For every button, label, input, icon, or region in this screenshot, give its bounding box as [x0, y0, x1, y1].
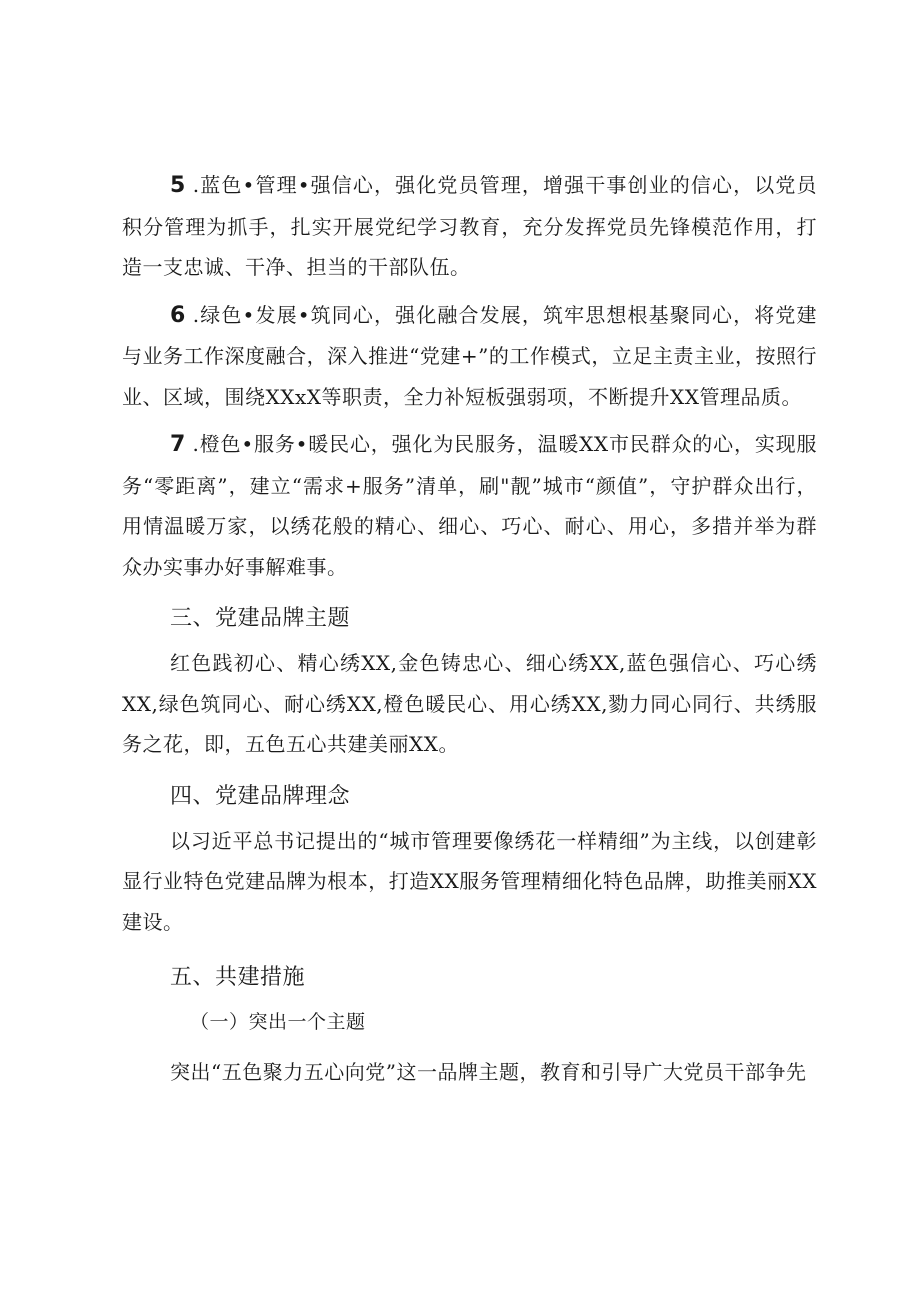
- section-3-body: 红色践初心、精心绣XX,金色铸忠心、细心绣XX,蓝色强信心、巧心绣XX,绿色筑同心、耐心绣XX,橙色暖民心、用心绣XX,勠力同心同行、共绣服务之花，即，五色五心共建美丽XX。: [122, 651, 817, 756]
- item-6-number: 6: [170, 302, 186, 328]
- section-4-body: 以习近平总书记提出的“城市管理要像绣花一样精细”为主线，以创建彰显行业特色党建品牌为根本，打造XX服务管理精细化特色品牌，助推美丽XX建设。: [122, 828, 817, 934]
- item-5-paragraph: [122, 165, 817, 288]
- item-7-text: .橙色•服务•暖民心，强化为民服务，温暖XX市民群众的心，实现服务“零距离”，建立“需求+服务”清单，刷"靓”城市“颜值”，守护群众出行，用情温暖万家，以绣花般的精心、细心、巧心、耐心、用心，多措并举为群众办实事办好事解难事。: [122, 432, 817, 579]
- item-6-text: .绿色•发展•筑同心，强化融合发展，筑牢思想根基聚同心，将党建与业务工作深度融合，深入推进“党建+”的工作模式，立足主责主业，按照行业、区域，围绕XXxX等职责，全力补短板强弱项，不断提升XX管理品质。: [122, 302, 817, 409]
- item-5-text: .蓝色•管理•强信心，强化党员管理，增强干事创业的信心，以党员积分管理为抓手，扎实开展党纪学习教育，充分发挥党员先锋模范作用，打造一支忠诚、干净、担当的干部队伍。: [122, 173, 817, 279]
- item-7-paragraph: [122, 424, 817, 587]
- section-5-heading: 五、共建措施: [170, 965, 306, 990]
- section-5-body: 突出“五色聚力五心向党”这一品牌主题，教育和引导广大党员干部争先: [170, 1060, 807, 1084]
- section-5-subheading: （一）突出一个主题: [190, 1011, 366, 1033]
- item-6-paragraph: [122, 295, 817, 418]
- item-5-number: 5: [170, 173, 186, 198]
- item-7-number: 7: [170, 432, 186, 457]
- section-3-heading: 三、党建品牌主题: [170, 606, 351, 631]
- document-content: [122, 165, 817, 1093]
- section-4-heading: 四、党建品牌理念: [170, 783, 351, 809]
